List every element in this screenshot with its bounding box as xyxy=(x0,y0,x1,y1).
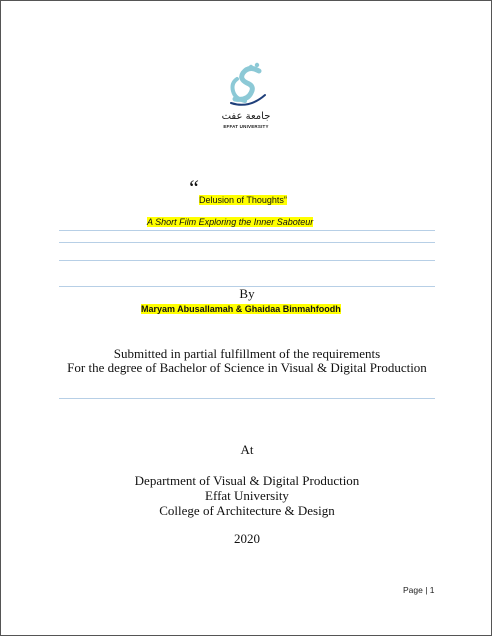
submission-line-1: Submitted in partial fulfillment of the requirements xyxy=(113,346,381,361)
divider-line xyxy=(59,230,435,231)
college-name: College of Architecture & Design xyxy=(159,503,335,518)
at-label: At xyxy=(240,442,254,457)
year: 2020 xyxy=(234,531,260,546)
divider-line xyxy=(59,260,435,261)
document-title xyxy=(199,195,287,205)
opening-quote: “ xyxy=(187,175,200,200)
authors xyxy=(141,304,341,314)
department-name: Department of Visual & Digital Production xyxy=(134,473,360,488)
divider-line xyxy=(59,398,435,399)
submission-line-2: For the degree of Bachelor of Science in Visual & Digital Production xyxy=(67,360,427,375)
logo-arabic-text: جامعة عفت xyxy=(221,111,271,122)
document-subtitle xyxy=(147,217,313,227)
effat-university-logo xyxy=(201,61,291,133)
calligraphy-logo-icon xyxy=(201,61,291,111)
logo-english-text: EFFAT UNIVERSITY xyxy=(223,124,269,129)
university-name: Effat University xyxy=(205,488,289,503)
page-number: Page | 1 xyxy=(403,585,435,595)
by-label: By xyxy=(239,286,255,301)
authors-text: Maryam Abusallamah & Ghaidaa Binmahfoodh xyxy=(141,304,341,314)
divider-line xyxy=(59,242,435,243)
title-text: Delusion of Thoughts” xyxy=(199,195,287,205)
subtitle-text: A Short Film Exploring the Inner Saboteur xyxy=(147,217,314,227)
